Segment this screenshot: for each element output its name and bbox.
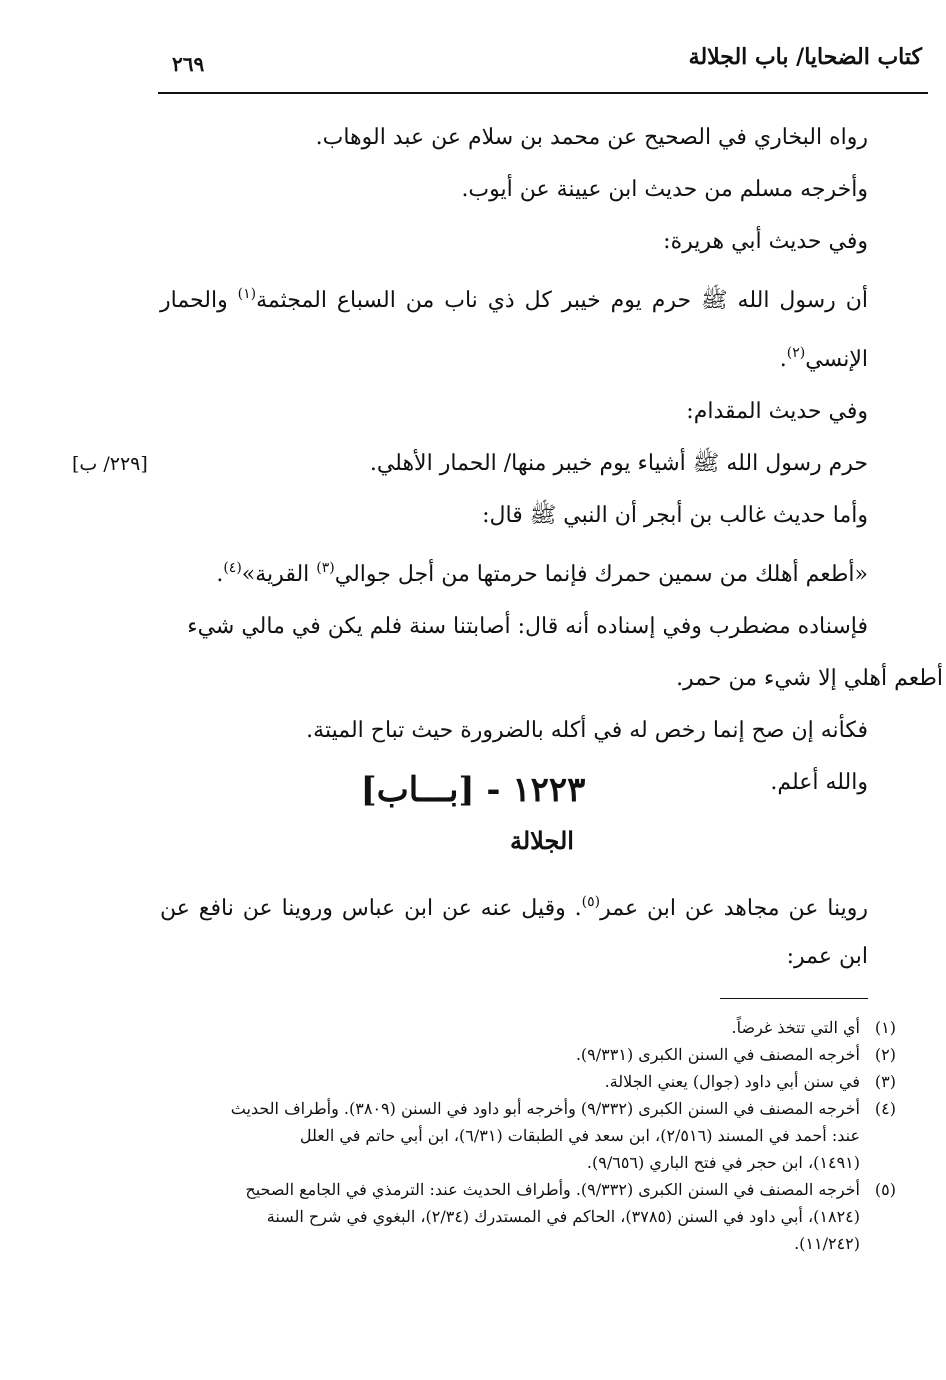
footnote-number: (٢) xyxy=(874,1045,896,1064)
paragraph-text: . xyxy=(216,562,224,587)
footnote-line: أخرجه المصنف في السنن الكبرى (٩/٣٣٢) وأخرجه أبو داود في السنن (٣٨٠٩). وأطراف الحديث xyxy=(230,1099,860,1118)
footnote xyxy=(160,1014,896,1041)
footnote-ref: (٢) xyxy=(786,345,806,361)
paragraph: وأما حديث غالب بن أبجر أن النبي ﷺ قال: xyxy=(482,503,868,528)
paragraph-text: أن رسول الله ﷺ حرم يوم خيبر كل ذي ناب من السباع المجثمة xyxy=(256,288,868,313)
footnote-text xyxy=(160,1176,860,1257)
footnote-text xyxy=(160,1041,860,1068)
paragraph: وأخرجه مسلم من حديث ابن عيينة عن أيوب. xyxy=(461,177,868,202)
paragraph-text: . xyxy=(779,347,787,372)
footnote-line: أي التي تتخذ غرضاً. xyxy=(731,1018,860,1037)
paragraph xyxy=(72,438,868,490)
footnote-text xyxy=(160,1095,860,1176)
footnote-separator xyxy=(720,998,868,999)
footnote-text xyxy=(160,1014,860,1041)
footnote xyxy=(160,1041,896,1068)
footnote-line: عند: أحمد في المسند (٢/٥١٦)، ابن سعد في الطبقات (٦/٣١)، ابن أبي حاتم في العلل xyxy=(299,1126,860,1145)
footnote-line: (١٨٢٤)، أبي داود في السنن (٣٧٨٥)، الحاكم في المستدرك (٢/٣٤)، البغوي في شرح السنة xyxy=(266,1207,860,1226)
footnote-number: (٣) xyxy=(874,1072,896,1091)
footnote-line: أخرجه المصنف في السنن الكبرى (٩/٣٣٢). وأطراف الحديث عند: الترمذي في الجامع الصحيح xyxy=(245,1180,860,1199)
footnote-ref: (٤) xyxy=(223,560,242,576)
footnote-number: (١) xyxy=(874,1018,896,1037)
paragraph-text: روينا عن مجاهد عن ابن عمر xyxy=(600,896,869,921)
paragraph xyxy=(160,542,868,601)
footnote-number: (٥) xyxy=(874,1180,896,1199)
margin-folio-ref: [٢٢٩/ ب] xyxy=(72,453,148,475)
paragraph-text: حرم رسول الله ﷺ أشياء يوم خيبر منها/ الحمار الأهلي. xyxy=(369,451,868,476)
footnote-ref: (٣) xyxy=(316,560,335,576)
footnote-ref: (١) xyxy=(237,286,257,302)
page-number: ٢٦٩ xyxy=(172,52,205,76)
footnote-number: (٤) xyxy=(874,1099,896,1118)
paragraph xyxy=(160,268,868,386)
chapter-text xyxy=(160,878,868,981)
paragraph xyxy=(160,878,868,981)
footnote xyxy=(160,1068,896,1095)
paragraph-text: القرية» xyxy=(241,562,317,587)
paragraph: فكأنه إن صح إنما رخص له في أكله بالضرورة حيث تباح الميتة. xyxy=(306,718,868,743)
main-text xyxy=(72,112,943,809)
header-rule xyxy=(158,92,928,94)
footnote-line: (١١/٢٤٢). xyxy=(794,1234,860,1253)
footnote-line: أخرجه المصنف في السنن الكبرى (٩/٣٣١). xyxy=(575,1045,860,1064)
footnote-ref: (٥) xyxy=(581,894,601,910)
paragraph: فإسناده مضطرب وفي إسناده أنه قال: أصابتنا سنة فلم يكن في مالي شيء xyxy=(187,614,868,639)
footnote-line: في سنن أبي داود (جوال) يعني الجلالة. xyxy=(604,1072,860,1091)
paragraph-text: والحمار الإنسي xyxy=(160,288,868,372)
paragraph: والله أعلم. xyxy=(770,770,868,795)
footnote xyxy=(160,1095,896,1176)
chapter-heading: ١٢٢٣ - [بـــاب] xyxy=(360,770,586,810)
paragraph-text: . وقيل عنه عن ابن عباس وروينا عن نافع عن ابن عمر: xyxy=(160,896,868,969)
paragraph: أطعم أهلي إلا شيء من حمر. xyxy=(676,666,943,691)
paragraph: وفي حديث أبي هريرة: xyxy=(663,229,868,254)
paragraph: رواه البخاري في الصحيح عن محمد بن سلام عن عبد الوهاب. xyxy=(315,125,868,150)
footnote-text xyxy=(160,1068,860,1095)
running-title: كتاب الضحايا/ باب الجلالة xyxy=(688,44,922,70)
chapter-subtitle: الجلالة xyxy=(510,826,574,855)
footnotes xyxy=(160,1014,896,1257)
paragraph: وفي حديث المقدام: xyxy=(686,399,868,424)
footnote xyxy=(160,1176,896,1257)
footnote-line: (١٤٩١)، ابن حجر في فتح الباري (٩/٦٥٦). xyxy=(586,1153,860,1172)
paragraph-text: «أطعم أهلك من سمين حمرك فإنما حرمتها من أجل جوالي xyxy=(334,562,868,587)
